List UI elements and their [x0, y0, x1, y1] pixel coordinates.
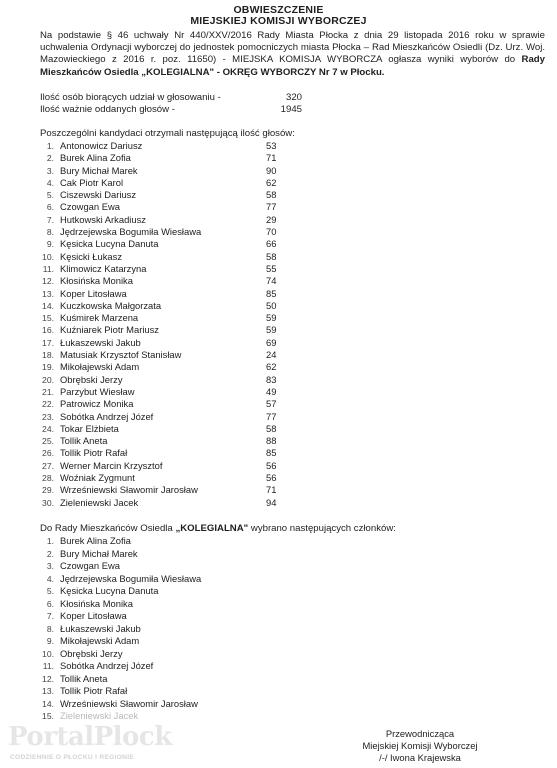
candidate-row: [40, 214, 340, 226]
elected-row: [40, 685, 340, 698]
signature-name: /-/ Iwona Krajewska: [379, 752, 461, 763]
candidate-name: Hutkowski Arkadiusz: [60, 213, 146, 225]
candidate-row: [40, 189, 340, 201]
elected-number: 2.: [46, 548, 54, 559]
elected-number: 1.: [46, 536, 54, 546]
intro-text: Na podstawie § 46 uchwały Nr 440/XXV/2016 Rady Miasta Płocka z dnia 29 listopada 2016 roku w sprawie uchwalenia Ordynacji wyborczej do jednostek pomocniczych miasta Płocka – Rad Mieszkańców Osiedli (Dz. Urz. Woj. Mazowieckiego z 2016 r. poz. 11650) - MIEJSKA KOMISJA WYBORCZA ogłasza wyniki wyborów do: [40, 30, 545, 66]
candidate-row: [40, 140, 340, 152]
candidate-votes: 77: [266, 410, 277, 422]
candidate-row: [40, 226, 340, 238]
elected-name: Łukaszewski Jakub: [60, 622, 141, 634]
candidate-number: 30.: [42, 497, 54, 508]
candidate-votes: 85: [266, 447, 277, 459]
portal-watermark-logo: [8, 722, 188, 764]
candidate-votes: 59: [266, 324, 277, 336]
elected-row: [40, 573, 340, 586]
participants-value: 320: [285, 92, 302, 103]
signature-role: Przewodnicząca: [385, 728, 455, 739]
candidate-number: 8.: [46, 227, 54, 238]
candidate-row: [40, 251, 340, 263]
candidate-name: Łukaszewski Jakub: [60, 336, 141, 348]
candidate-number: 11.: [42, 263, 54, 274]
signature-block: [330, 728, 510, 764]
elected-number: 5.: [46, 586, 54, 596]
elected-row: [40, 673, 340, 686]
candidate-number: 29.: [42, 485, 54, 496]
elected-row: [40, 648, 340, 661]
candidate-number: 23.: [42, 411, 54, 422]
candidate-name: Kuczkowska Małgorzata: [60, 299, 162, 311]
candidate-row: [40, 423, 340, 435]
candidate-votes: 71: [266, 152, 277, 164]
candidate-number: 25.: [42, 436, 54, 447]
candidate-name: Zieleniewski Jacek: [60, 496, 139, 508]
elected-number: 8.: [46, 623, 54, 634]
elected-number: 11.: [42, 661, 54, 671]
candidate-name: Obrębski Jerzy: [60, 373, 123, 385]
candidate-number: 21.: [42, 386, 54, 397]
candidate-votes: 58: [266, 422, 277, 434]
candidate-name: Tokar Elżbieta: [60, 422, 119, 434]
candidate-number: 28.: [42, 473, 54, 484]
candidate-name: Woźniak Zygmunt: [60, 472, 135, 484]
elected-row: [40, 610, 340, 623]
elected-name: Burek Alina Zofia: [60, 535, 131, 546]
elected-heading-bold: „KOLEGIALNA": [175, 523, 249, 534]
candidate-number: 1.: [46, 141, 54, 151]
candidate-votes: 55: [266, 262, 277, 274]
candidate-name: Kuśmirek Marzena: [60, 312, 139, 324]
candidate-name: Klimowicz Katarzyna: [60, 262, 147, 274]
candidate-name: Antonowicz Dariusz: [60, 140, 143, 151]
signature-body: Miejskiej Komisji Wyborczej: [362, 740, 478, 751]
candidates-list: [40, 140, 340, 509]
candidate-name: Parzybut Wiesław: [60, 385, 135, 397]
candidate-row: [40, 411, 340, 423]
candidate-votes: 58: [266, 189, 277, 201]
elected-number: 3.: [46, 561, 54, 571]
candidate-votes: 58: [266, 250, 277, 262]
watermark-logo-text: PortalPlock: [8, 722, 172, 752]
elected-number: 10.: [42, 648, 54, 659]
candidate-name: Czowgan Ewa: [60, 201, 120, 213]
candidate-name: Kłosińska Monika: [60, 275, 133, 287]
watermark-tagline: CODZIENNIE O PŁOCKU I REGIONIE: [10, 754, 135, 761]
elected-row: [40, 560, 340, 573]
candidate-row: [40, 288, 340, 300]
elected-name: Obrębski Jerzy: [60, 647, 123, 659]
candidate-row: [40, 484, 340, 496]
candidate-row: [40, 165, 340, 177]
candidate-name: Werner Marcin Krzysztof: [60, 459, 163, 471]
elected-row: [40, 535, 340, 548]
candidate-name: Patrowicz Monika: [60, 398, 134, 410]
elected-row: [40, 585, 340, 598]
candidate-name: Tollik Piotr Rafał: [60, 447, 128, 459]
candidate-name: Tollik Aneta: [60, 435, 108, 447]
elected-row: [40, 710, 340, 723]
candidate-name: Matusiak Krzysztof Stanisław: [60, 349, 182, 361]
candidate-number: 20.: [42, 374, 54, 385]
candidate-row: [40, 300, 340, 312]
elected-name: Kłosińska Monika: [60, 597, 133, 609]
candidate-number: 19.: [42, 362, 54, 373]
candidate-votes: 59: [266, 312, 277, 324]
elected-heading-text: Do Rady Mieszkańców Osiedla: [40, 523, 176, 534]
elected-name: Koper Litosława: [60, 610, 127, 621]
elected-name: Tollik Aneta: [60, 672, 108, 684]
candidate-row: [40, 398, 340, 410]
candidate-votes: 49: [266, 385, 277, 397]
candidate-row: [40, 177, 340, 189]
candidate-row: [40, 312, 340, 324]
candidate-votes: 77: [266, 201, 277, 213]
elected-name: Jędrzejewska Bogumiła Wiesława: [60, 572, 202, 584]
document-subtitle: MIEJSKIEJ KOMISJI WYBORCZEJ: [190, 15, 367, 27]
candidate-row: [40, 472, 340, 484]
candidate-votes: 85: [266, 287, 277, 299]
candidate-number: 16.: [42, 325, 54, 336]
candidate-row: [40, 361, 340, 373]
participants-stat: [40, 92, 302, 104]
candidate-number: 18.: [42, 350, 54, 361]
elected-name: Wrześniewski Sławomir Jarosław: [60, 697, 198, 709]
candidate-row: [40, 497, 340, 509]
elected-row: [40, 698, 340, 711]
candidate-row: [40, 263, 340, 275]
candidate-number: 2.: [46, 153, 54, 164]
candidate-votes: 57: [266, 398, 277, 410]
elected-heading-tail: wybrano następujących członków:: [248, 523, 396, 534]
candidate-votes: 62: [266, 361, 277, 373]
candidate-row: [40, 201, 340, 213]
candidate-number: 6.: [46, 202, 54, 213]
valid-votes-stat: [40, 104, 302, 116]
candidate-row: [40, 275, 340, 287]
candidate-votes: 90: [266, 164, 277, 176]
elected-name: Zieleniewski Jacek: [60, 710, 139, 721]
elected-row: [40, 635, 340, 648]
elected-number: 13.: [42, 686, 54, 696]
candidate-number: 24.: [42, 423, 54, 434]
elected-number: 9.: [46, 636, 54, 646]
candidate-votes: 83: [266, 373, 277, 385]
intro-paragraph: [40, 30, 545, 79]
candidate-name: Kuźniarek Piotr Mariusz: [60, 324, 159, 336]
candidate-row: [40, 238, 340, 250]
elected-name: Mikołajewski Adam: [60, 635, 140, 646]
candidate-row: [40, 460, 340, 472]
candidate-number: 9.: [46, 239, 54, 250]
candidate-name: Kęsicka Lucyna Danuta: [60, 238, 159, 250]
candidate-name: Bury Michał Marek: [60, 164, 138, 176]
elected-row: [40, 623, 340, 636]
candidate-number: 10.: [42, 251, 54, 262]
candidate-number: 17.: [42, 337, 54, 348]
candidate-row: [40, 447, 340, 459]
candidate-name: Burek Alina Zofia: [60, 152, 131, 164]
candidates-heading: Poszczególni kandydaci otrzymali następującą ilość głosów:: [40, 128, 295, 139]
candidate-number: 5.: [46, 190, 54, 201]
candidate-row: [40, 349, 340, 361]
candidate-votes: 56: [266, 459, 277, 471]
document-title: OBWIESZCZENIE: [233, 4, 324, 16]
candidate-name: Wrześniewski Sławomir Jarosław: [60, 484, 198, 496]
candidate-votes: 94: [266, 496, 277, 508]
candidate-number: 4.: [46, 177, 54, 188]
candidate-name: Mikołajewski Adam: [60, 361, 140, 373]
candidate-name: Koper Litosława: [60, 287, 127, 299]
candidate-number: 27.: [42, 460, 54, 471]
elected-row: [40, 548, 340, 561]
participants-label: Ilość osób biorących udział w głosowaniu -: [40, 92, 221, 103]
elected-number: 7.: [46, 611, 54, 621]
candidate-row: [40, 386, 340, 398]
candidate-number: 3.: [46, 165, 54, 176]
candidate-name: Jędrzejewska Bogumiła Wiesława: [60, 226, 202, 238]
valid-votes-label: Ilość ważnie oddanych głosów -: [40, 104, 175, 115]
candidate-row: [40, 324, 340, 336]
candidate-row: [40, 435, 340, 447]
candidate-votes: 69: [266, 336, 277, 348]
elected-name: Bury Michał Marek: [60, 547, 138, 559]
elected-name: Sobótka Andrzej Józef: [60, 660, 154, 671]
candidate-votes: 56: [266, 472, 277, 484]
elected-number: 12.: [42, 673, 54, 684]
elected-number: 15.: [42, 711, 54, 721]
candidate-votes: 24: [266, 349, 277, 361]
elected-row: [40, 598, 340, 611]
candidate-votes: 66: [266, 238, 277, 250]
candidate-votes: 29: [266, 213, 277, 225]
candidate-number: 22.: [42, 399, 54, 410]
candidate-number: 14.: [42, 300, 54, 311]
candidate-number: 7.: [46, 214, 54, 225]
candidate-row: [40, 337, 340, 349]
elected-row: [40, 660, 340, 673]
candidate-name: Sobótka Andrzej Józef: [60, 410, 154, 422]
valid-votes-value: 1945: [280, 104, 302, 115]
elected-list: [40, 535, 340, 723]
candidate-votes: 88: [266, 435, 277, 447]
elected-name: Tollik Piotr Rafał: [60, 685, 128, 696]
candidate-number: 12.: [42, 276, 54, 287]
elected-number: 14.: [42, 698, 54, 709]
candidate-votes: 74: [266, 275, 277, 287]
candidate-votes: 53: [266, 140, 277, 151]
elected-number: 4.: [46, 573, 54, 584]
candidate-number: 26.: [42, 448, 54, 459]
elected-number: 6.: [46, 598, 54, 609]
candidate-row: [40, 374, 340, 386]
intro-bold-text: Rady Mieszkańców Osiedla „KOLEGIALNA" - OKRĘG WYBORCZY Nr 7 w Płocku.: [40, 54, 545, 78]
candidate-number: 15.: [42, 313, 54, 324]
candidate-row: [40, 152, 340, 164]
candidate-votes: 50: [266, 299, 277, 311]
candidate-votes: 62: [266, 176, 277, 188]
elected-name: Czowgan Ewa: [60, 560, 120, 571]
candidate-name: Kęsicki Łukasz: [60, 250, 123, 262]
candidate-votes: 71: [266, 484, 277, 496]
candidate-votes: 70: [266, 226, 277, 238]
candidate-name: Cak Piotr Karol: [60, 176, 124, 188]
elected-name: Kęsicka Lucyna Danuta: [60, 585, 159, 596]
candidate-number: 13.: [42, 288, 54, 299]
candidate-name: Ciszewski Dariusz: [60, 189, 137, 201]
elected-heading: [40, 523, 396, 535]
